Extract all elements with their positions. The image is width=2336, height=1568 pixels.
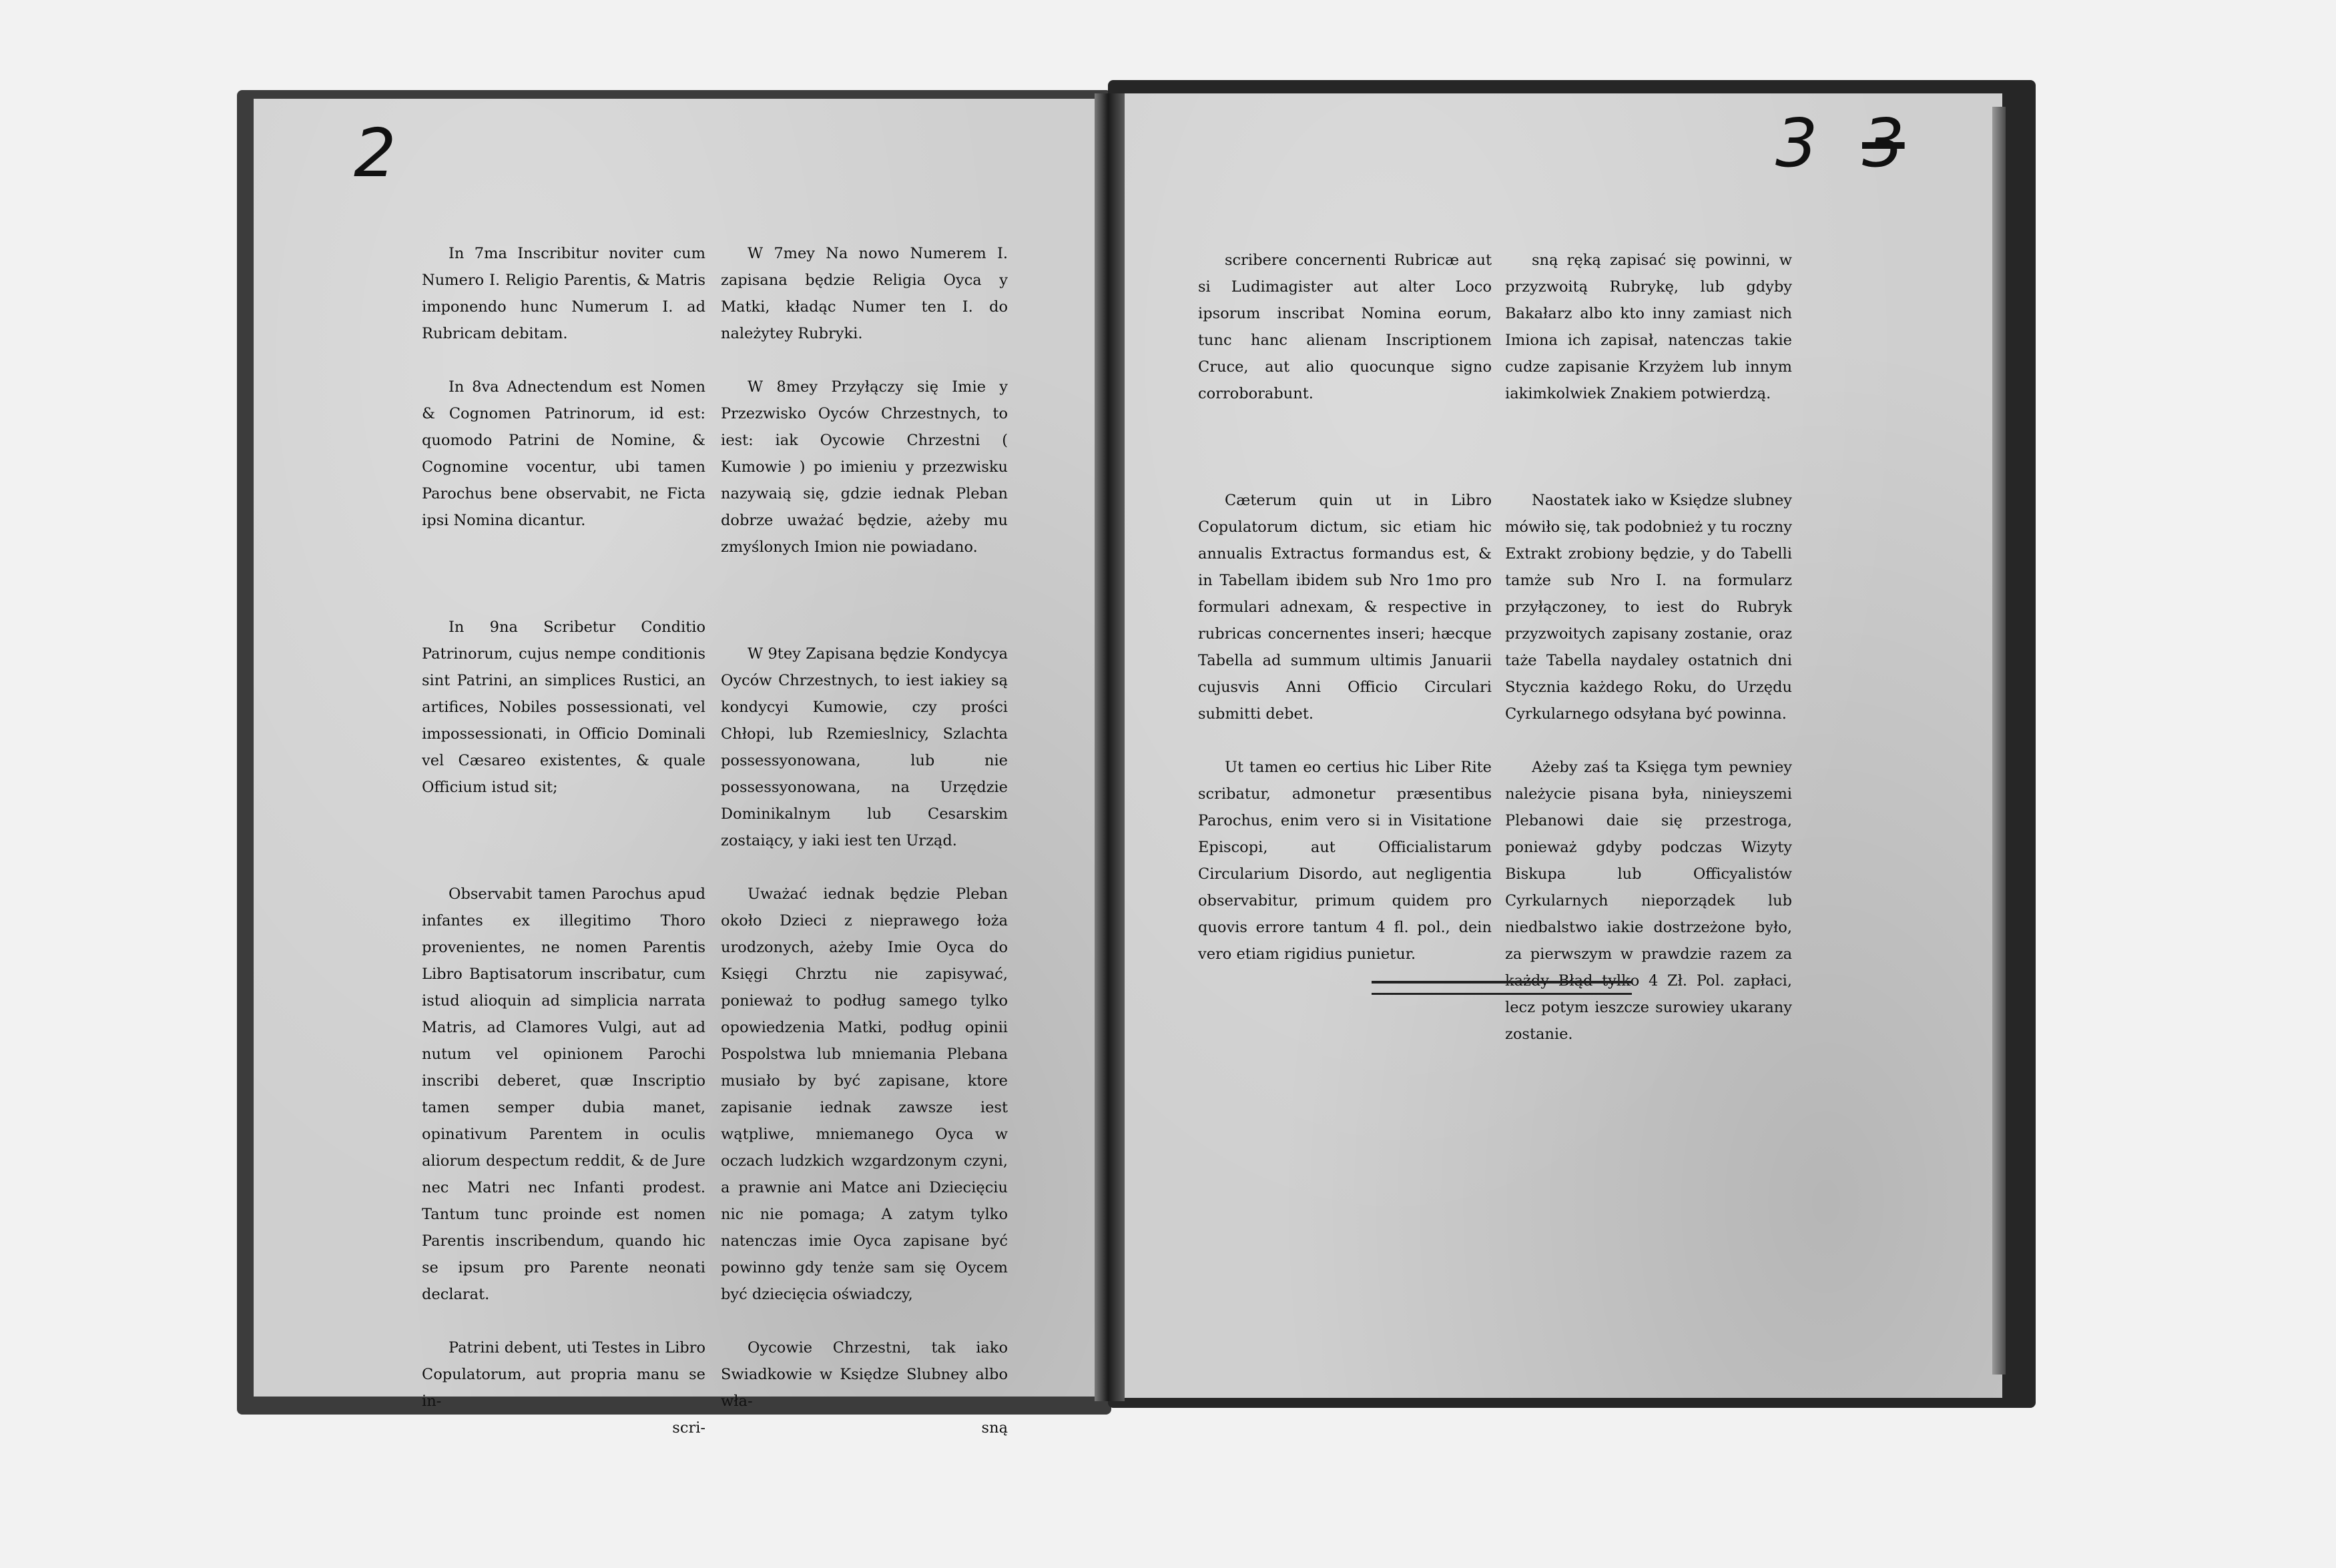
page-number-right: 3	[1775, 104, 1818, 182]
polish-paragraph-8: W 8mey Przyłączy się Imie y Przezwisko Oyców Chrzestnych, to iest: iak Oycowie Chrzestni ( Kumowie ) po imieniu y przezwisku nazywaią się, gdzie iednak Pleban dobrze uważać będzie, ażeby mu zmyślonych Imion nie powiadano.	[721, 378, 1008, 556]
latin-paragraph-patrini: Patrini debent, uti Testes in Libro Copulatorum, aut propria manu se in-	[422, 1339, 705, 1410]
latin-paragraph-ut-tamen: Ut tamen eo certius hic Liber Rite scribatur, admonetur præsentibus Parochus, enim vero si in Visitatione Episcopi, aut Officialistarum Circularium Disordo, aut negligentia observabitur, primum quidem pro quovis errore tantum 4 fl. pol., dein vero etiam rigidius punietur.	[1198, 759, 1492, 963]
ornamental-rule	[1372, 981, 1632, 995]
page-number-right-alt: 3	[1862, 104, 1905, 182]
left-polish-column	[721, 240, 1008, 1441]
right-polish-column	[1505, 247, 1792, 1048]
polish-paragraph-sna: sną ręką zapisać się powinni, w przyzwoitą Rubrykę, lub gdyby Bakałarz albo kto inny zamiast nich Imiona ich zapisał, natenczas takie cudze zapisanie Krzyżem lub innym iakimkolwiek Znakiem potwierdzą.	[1505, 252, 1792, 402]
polish-catchword: sną	[981, 1419, 1008, 1437]
right-latin-column	[1198, 247, 1492, 967]
polish-paragraph-oycowie: Oycowie Chrzestni, tak iako Swiadkowie w Księdze Slubney albo wła-	[721, 1339, 1008, 1410]
latin-paragraph-9: In 9na Scribetur Conditio Patrinorum, cujus nempe conditionis sint Patrini, an simplices Rustici, an artifices, Nobiles possessionati, vel impossessionati, in Officio Dominali vel Cæsareo existentes, & quale Officium istud sit;	[422, 619, 705, 796]
latin-paragraph-observabit: Observabit tamen Parochus apud infantes ex illegitimo Thoro provenientes, ne nomen Parentis Libro Baptisatorum inscribatur, cum istud alioquin ad simplicia narrata Matris, ad Clamores Vulgi, aut ad nutum vel opinionem Parochi inscribi deberet, quæ Inscriptio tamen semper dubia manet, opinativum Parentem in oculis aliorum despectum reddit, & de Jure nec Matri nec Infanti prodest. Tantum tunc proinde est nomen Parentis inscribendum, quando hic se ipsum pro Parente neonati declarat.	[422, 885, 705, 1303]
page-number-left: 2	[354, 114, 396, 192]
latin-catchword: scri-	[672, 1419, 705, 1437]
polish-paragraph-7: W 7mey Na nowo Numerem I. zapisana będzie Religia Oyca y Matki, kładąc Numer ten I. do należytey Rubryki.	[721, 245, 1008, 342]
left-latin-column	[422, 240, 705, 1441]
book-gutter	[1095, 93, 1125, 1401]
right-page-edge	[1992, 107, 2006, 1375]
latin-paragraph-7: In 7ma Inscribitur noviter cum Numero I. Religio Parentis, & Matris imponendo hunc Numerum I. ad Rubricam debitam.	[422, 245, 705, 342]
polish-paragraph-9: W 9tey Zapisana będzie Kondycya Oyców Chrzestnych, to iest iakiey są kondycyi Kumowie, czy prości Chłopi, lub Rzemieslnicy, Szlachta possessyonowana, lub nie possessyonowana, na Urzędzie Dominikalnym lub Cesarskim zostaiący, y iaki iest ten Urząd.	[721, 645, 1008, 849]
latin-paragraph-8: In 8va Adnectendum est Nomen & Cognomen Patrinorum, id est: quomodo Patrini de Nomine, & Cognomine vocentur, ubi tamen Parochus bene observabit, ne Ficta ipsi Nomina dicantur.	[422, 378, 705, 529]
polish-paragraph-azeby: Ażeby zaś ta Księga tym pewniey należycie pisana była, ninieyszemi Plebanowi daie się przestroga, ponieważ gdyby podczas Wizyty Biskupa lub Officyalistów Cyrkularnych nieporządek lub niedbalstwo iakie dostrzeżone było, za pierwszym w prawdzie razem za każdy Błąd tylko 4 Zł. Pol. zapłaci, lecz potym ieszcze surowiey ukarany zostanie.	[1505, 759, 1792, 1043]
polish-paragraph-uwazac: Uważać iednak będzie Pleban około Dzieci z nieprawego łoża urodzonych, ażeby Imie Oyca do Księgi Chrztu nie zapisywać, ponieważ to podług samego tylko opowiedzenia Matki, podług opinii Pospolstwa lub mniemania Plebana musiało by być zapisane, ktore zapisanie iednak zawsze iest wątpliwe, mniemanego Oyca w oczach ludzkich wzgardzonym czyni, a prawnie ani Matce ani Dziecięciu nic nie pomaga; A zatym tylko natenczas imie Oyca zapisane być powinno gdy tenże sam się Oycem być dziecięcia oświadczy,	[721, 885, 1008, 1303]
latin-paragraph-caeterum: Cæterum quin ut in Libro Copulatorum dictum, sic etiam hic annualis Extractus formandus est, & in Tabellam ibidem sub Nro 1mo pro formulari adnexam, & respective in rubricas concernentes inseri; hæcque Tabella ad summum ultimis Januarii cujusvis Anni Officio Circulari submitti debet.	[1198, 492, 1492, 723]
polish-paragraph-naostatek: Naostatek iako w Księdze slubney mówiło się, tak podobnież y tu roczny Extrakt zrobiony będzie, y do Tabelli tamże sub Nro I. na formularz przyłączoney, to iest do Rubryk przyzwoitych zapisany zostanie, oraz taże Tabella naydaley ostatnich dni Stycznia każdego Roku, do Urzędu Cyrkularnego odsyłana być powinna.	[1505, 492, 1792, 723]
latin-paragraph-scribere: scribere concernenti Rubricæ aut si Ludimagister aut alter Loco ipsorum inscribat Nomina eorum, tunc hanc alienam Inscriptionem Cruce, aut alio quocunque signo corroborabunt.	[1198, 252, 1492, 402]
